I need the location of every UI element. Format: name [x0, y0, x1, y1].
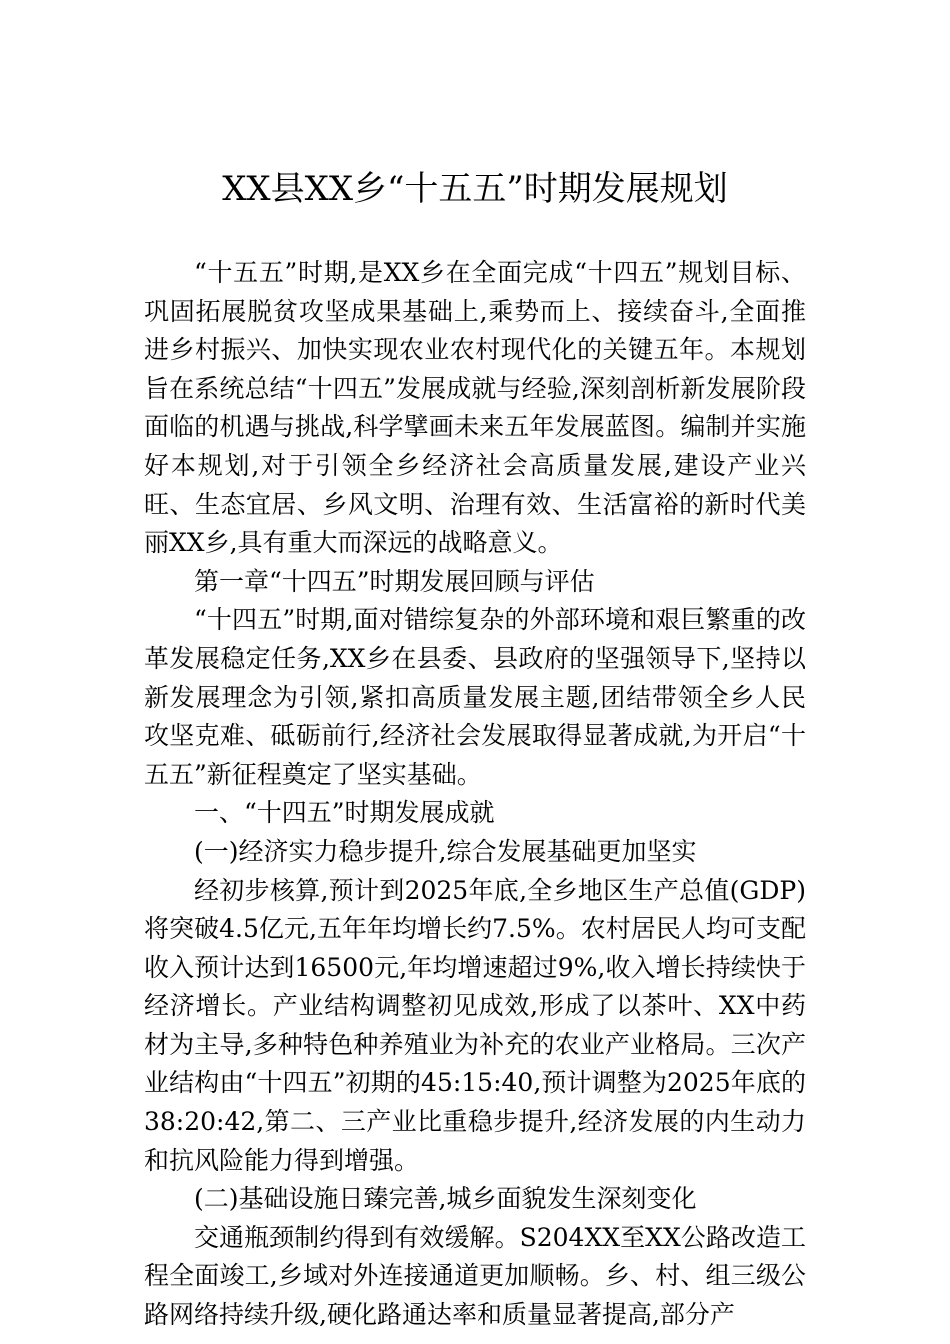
document-title: XX县XX乡“十五五”时期发展规划	[222, 169, 728, 209]
section-heading: 一、“十四五”时期发展成就	[194, 798, 495, 828]
document-body	[144, 254, 806, 1335]
economy-paragraph: 经初步核算,预计到2025年底,全乡地区生产总值(GDP)将突破4.5亿元,五年年均增长约7.5%。农村居民人均可支配收入预计达到16500元,年均增速超过9%,收入增长持续快于经济增长。产业结构调整初见成效,形成了以茶叶、XX中药材为主导,多种特色种养殖业为补充的农业产业格局。三次产业结构由“十四五”初期的45:15:40,预计调整为2025年底的38:20:42,第二、三产业比重稳步提升,经济发展的内生动力和抗风险能力得到增强。	[144, 875, 806, 1175]
subsection-heading-infrastructure: (二)基础设施日臻完善,城乡面貌发生深刻变化	[194, 1184, 697, 1214]
intro-paragraph: “十五五”时期,是XX乡在全面完成“十四五”规划目标、巩固拓展脱贫攻坚成果基础上,乘势而上、接续奋斗,全面推进乡村振兴、加快实现农业农村现代化的关键五年。本规划旨在系统总结“十四五”发展成就与经验,深刻剖析新发展阶段面临的机遇与挑战,科学擘画未来五年发展蓝图。编制并实施好本规划,对于引领全乡经济社会高质量发展,建设产业兴旺、生态宜居、乡风文明、治理有效、生活富裕的新时代美丽XX乡,具有重大而深远的战略意义。	[144, 258, 806, 558]
subsection-heading-economy: (一)经济实力稳步提升,综合发展基础更加坚实	[194, 836, 697, 866]
chapter-intro-paragraph: “十四五”时期,面对错综复杂的外部环境和艰巨繁重的改革发展稳定任务,XX乡在县委、县政府的坚强领导下,坚持以新发展理念为引领,紧扣高质量发展主题,团结带领全乡人民攻坚克难、砥砺前行,经济社会发展取得显著成就,为开启“十五五”新征程奠定了坚实基础。	[144, 605, 806, 789]
infrastructure-paragraph: 交通瓶颈制约得到有效缓解。S204XX至XX公路改造工程全面竣工,乡域对外连接通道更加顺畅。乡、村、组三级公路网络持续升级,硬化路通达率和质量显著提高,部分产	[144, 1222, 806, 1330]
chapter-heading: 第一章“十四五”时期发展回顾与评估	[194, 566, 595, 596]
